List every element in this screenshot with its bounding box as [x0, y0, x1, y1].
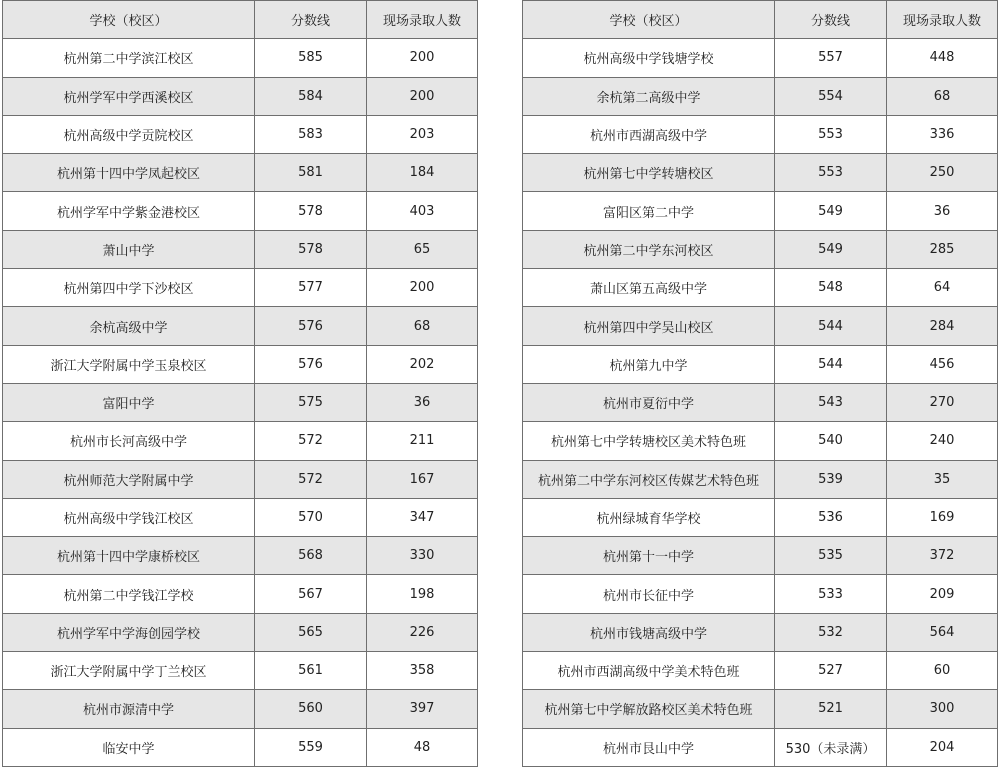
- table-row: [3, 537, 478, 575]
- school-cell: 杭州第七中学解放路校区美术特色班: [523, 690, 775, 728]
- school-cell: 余杭高级中学: [3, 307, 255, 345]
- score-cell: 567: [255, 575, 367, 613]
- score-cell: 539: [775, 460, 887, 498]
- count-cell: 226: [367, 613, 478, 651]
- count-cell: 60: [887, 652, 998, 690]
- count-cell: 336: [887, 115, 998, 153]
- count-cell: 36: [367, 383, 478, 421]
- score-cell: 576: [255, 345, 367, 383]
- table-row: [3, 307, 478, 345]
- score-cell: 561: [255, 652, 367, 690]
- header-school: 学校（校区）: [523, 1, 775, 39]
- table-header-row: [523, 1, 998, 39]
- count-cell: 200: [367, 77, 478, 115]
- table-row: [523, 652, 998, 690]
- table-row: [523, 613, 998, 651]
- school-cell: 杭州第二中学滨江校区: [3, 39, 255, 77]
- score-cell: 572: [255, 422, 367, 460]
- count-cell: 200: [367, 269, 478, 307]
- count-cell: 284: [887, 307, 998, 345]
- table-row: [523, 154, 998, 192]
- count-cell: 202: [367, 345, 478, 383]
- score-cell: 535: [775, 537, 887, 575]
- count-cell: 358: [367, 652, 478, 690]
- score-cell: 543: [775, 383, 887, 421]
- table-row: [3, 192, 478, 230]
- count-cell: 198: [367, 575, 478, 613]
- count-cell: 204: [887, 728, 998, 766]
- table-row: [523, 690, 998, 728]
- school-cell: 杭州市钱塘高级中学: [523, 613, 775, 651]
- score-cell: 544: [775, 345, 887, 383]
- score-cell: 576: [255, 307, 367, 345]
- school-cell: 杭州市艮山中学: [523, 728, 775, 766]
- school-cell: 杭州第十四中学康桥校区: [3, 537, 255, 575]
- score-cell: 578: [255, 230, 367, 268]
- score-cell: 554: [775, 77, 887, 115]
- count-cell: 200: [367, 39, 478, 77]
- header-score: 分数线: [255, 1, 367, 39]
- school-cell: 杭州第四中学下沙校区: [3, 269, 255, 307]
- table-row: [3, 383, 478, 421]
- count-cell: 68: [887, 77, 998, 115]
- school-cell: 萧山区第五高级中学: [523, 269, 775, 307]
- table-row: [3, 460, 478, 498]
- count-cell: 64: [887, 269, 998, 307]
- score-cell: 532: [775, 613, 887, 651]
- count-cell: 169: [887, 498, 998, 536]
- score-cell: 536: [775, 498, 887, 536]
- school-cell: 杭州第七中学转塘校区: [523, 154, 775, 192]
- school-cell: 杭州绿城育华学校: [523, 498, 775, 536]
- score-cell: 570: [255, 498, 367, 536]
- table-row: [3, 690, 478, 728]
- count-cell: 448: [887, 39, 998, 77]
- table-row: [523, 77, 998, 115]
- table-row: [3, 652, 478, 690]
- school-cell: 杭州师范大学附属中学: [3, 460, 255, 498]
- school-cell: 杭州市源清中学: [3, 690, 255, 728]
- score-cell: 578: [255, 192, 367, 230]
- table-row: [3, 115, 478, 153]
- count-cell: 300: [887, 690, 998, 728]
- score-cell: 521: [775, 690, 887, 728]
- school-cell: 杭州高级中学钱江校区: [3, 498, 255, 536]
- score-cell: 527: [775, 652, 887, 690]
- school-cell: 临安中学: [3, 728, 255, 766]
- score-cell: 530（未录满）: [775, 728, 887, 766]
- table-row: [3, 728, 478, 766]
- score-cell: 559: [255, 728, 367, 766]
- school-cell: 杭州学军中学紫金港校区: [3, 192, 255, 230]
- table-row: [523, 192, 998, 230]
- school-cell: 富阳区第二中学: [523, 192, 775, 230]
- table-row: [523, 345, 998, 383]
- score-cell: 572: [255, 460, 367, 498]
- count-cell: 65: [367, 230, 478, 268]
- count-cell: 403: [367, 192, 478, 230]
- count-cell: 347: [367, 498, 478, 536]
- table-row: [3, 39, 478, 77]
- table-row: [3, 154, 478, 192]
- count-cell: 167: [367, 460, 478, 498]
- count-cell: 330: [367, 537, 478, 575]
- count-cell: 48: [367, 728, 478, 766]
- table-row: [3, 77, 478, 115]
- table-row: [523, 230, 998, 268]
- table-row: [523, 39, 998, 77]
- score-cell: 549: [775, 192, 887, 230]
- table-row: [523, 115, 998, 153]
- count-cell: 36: [887, 192, 998, 230]
- table-row: [523, 460, 998, 498]
- score-cell: 553: [775, 154, 887, 192]
- table-row: [523, 575, 998, 613]
- score-cell: 575: [255, 383, 367, 421]
- score-cell: 568: [255, 537, 367, 575]
- score-cell: 583: [255, 115, 367, 153]
- score-cell: 553: [775, 115, 887, 153]
- score-cell: 577: [255, 269, 367, 307]
- count-cell: 270: [887, 383, 998, 421]
- count-cell: 184: [367, 154, 478, 192]
- school-cell: 余杭第二高级中学: [523, 77, 775, 115]
- school-cell: 富阳中学: [3, 383, 255, 421]
- table-row: [3, 345, 478, 383]
- school-cell: 杭州高级中学钱塘学校: [523, 39, 775, 77]
- table-row: [3, 422, 478, 460]
- count-cell: 35: [887, 460, 998, 498]
- school-cell: 杭州第二中学东河校区: [523, 230, 775, 268]
- header-count: 现场录取人数: [367, 1, 478, 39]
- table-row: [523, 269, 998, 307]
- table-row: [523, 383, 998, 421]
- school-cell: 杭州第二中学钱江学校: [3, 575, 255, 613]
- header-count: 现场录取人数: [887, 1, 998, 39]
- school-cell: 杭州市长河高级中学: [3, 422, 255, 460]
- school-cell: 杭州第九中学: [523, 345, 775, 383]
- header-school: 学校（校区）: [3, 1, 255, 39]
- school-cell: 浙江大学附属中学丁兰校区: [3, 652, 255, 690]
- school-cell: 杭州第十四中学凤起校区: [3, 154, 255, 192]
- score-cell: 549: [775, 230, 887, 268]
- school-cell: 杭州第七中学转塘校区美术特色班: [523, 422, 775, 460]
- table-header-row: [3, 1, 478, 39]
- table-row: [523, 498, 998, 536]
- school-cell: 杭州市西湖高级中学: [523, 115, 775, 153]
- school-cell: 浙江大学附属中学玉泉校区: [3, 345, 255, 383]
- table-row: [523, 422, 998, 460]
- table-row: [3, 498, 478, 536]
- school-cell: 杭州学军中学海创园学校: [3, 613, 255, 651]
- score-cell: 557: [775, 39, 887, 77]
- count-cell: 372: [887, 537, 998, 575]
- table-row: [3, 269, 478, 307]
- count-cell: 397: [367, 690, 478, 728]
- count-cell: 285: [887, 230, 998, 268]
- school-cell: 杭州第四中学吴山校区: [523, 307, 775, 345]
- school-cell: 杭州第十一中学: [523, 537, 775, 575]
- table-row: [523, 728, 998, 766]
- score-cell: 548: [775, 269, 887, 307]
- school-cell: 杭州市夏衍中学: [523, 383, 775, 421]
- table-row: [523, 537, 998, 575]
- header-score: 分数线: [775, 1, 887, 39]
- school-cell: 杭州市西湖高级中学美术特色班: [523, 652, 775, 690]
- count-cell: 209: [887, 575, 998, 613]
- count-cell: 203: [367, 115, 478, 153]
- score-cell: 533: [775, 575, 887, 613]
- count-cell: 68: [367, 307, 478, 345]
- score-table-left: [2, 0, 478, 767]
- table-row: [523, 307, 998, 345]
- score-cell: 544: [775, 307, 887, 345]
- score-cell: 585: [255, 39, 367, 77]
- table-row: [3, 613, 478, 651]
- school-cell: 杭州高级中学贡院校区: [3, 115, 255, 153]
- score-cell: 560: [255, 690, 367, 728]
- table-row: [3, 230, 478, 268]
- school-cell: 萧山中学: [3, 230, 255, 268]
- score-cell: 584: [255, 77, 367, 115]
- count-cell: 564: [887, 613, 998, 651]
- table-body-left: [3, 39, 478, 767]
- score-table-right: [522, 0, 998, 767]
- score-cell: 540: [775, 422, 887, 460]
- count-cell: 240: [887, 422, 998, 460]
- school-cell: 杭州第二中学东河校区传媒艺术特色班: [523, 460, 775, 498]
- count-cell: 250: [887, 154, 998, 192]
- count-cell: 456: [887, 345, 998, 383]
- table-row: [3, 575, 478, 613]
- table-body-right: [523, 39, 998, 767]
- school-cell: 杭州市长征中学: [523, 575, 775, 613]
- score-cell: 565: [255, 613, 367, 651]
- score-cell: 581: [255, 154, 367, 192]
- school-cell: 杭州学军中学西溪校区: [3, 77, 255, 115]
- count-cell: 211: [367, 422, 478, 460]
